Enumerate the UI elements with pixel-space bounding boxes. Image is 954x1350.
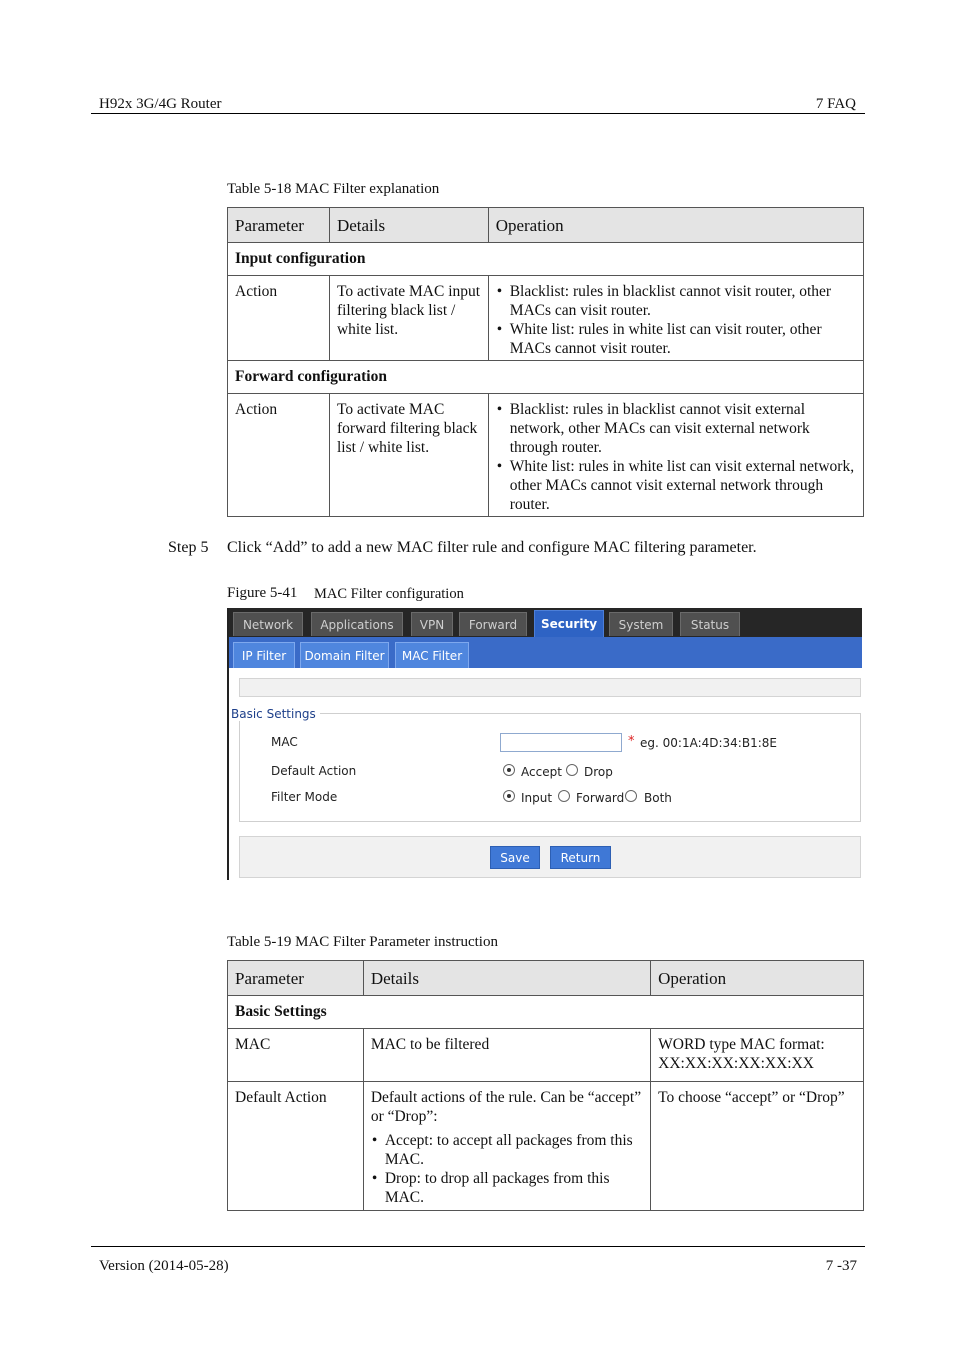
tab-network[interactable]: Network — [233, 612, 303, 636]
footer-rule — [91, 1246, 865, 1247]
tab-forward[interactable]: Forward — [459, 612, 527, 636]
step-label: Step 5 — [168, 539, 209, 556]
list-item: • Blacklist: rules in blacklist cannot visit external network, other MACs can visit external network through router. — [496, 400, 856, 457]
table2-section-basic: Basic Settings — [228, 996, 864, 1029]
radio-forward-label: Forward — [576, 791, 625, 805]
basic-settings-title: Basic Settings — [231, 707, 320, 721]
save-button[interactable]: Save — [490, 846, 540, 869]
table1-row2-details: To activate MAC forward filtering black list / white list. — [329, 394, 488, 517]
mac-filter-config-screenshot — [227, 608, 862, 880]
footer-page-number: 7 -37 — [825, 1258, 857, 1274]
mac-input[interactable] — [500, 733, 622, 752]
table1-header-details: Details — [329, 208, 488, 243]
table-mac-filter-parameters — [227, 960, 864, 1211]
tab-security[interactable]: Security — [534, 610, 604, 637]
radio-input[interactable] — [503, 790, 515, 802]
list-item: • Blacklist: rules in blacklist cannot visit router, other MACs can visit router. — [496, 282, 856, 320]
table2-header-operation: Operation — [651, 961, 864, 996]
required-marker: * — [628, 734, 635, 749]
radio-drop-label: Drop — [584, 765, 613, 779]
footer-version: Version (2014-05-28) — [99, 1258, 229, 1274]
tab-status[interactable]: Status — [680, 612, 740, 636]
header-title: H92x 3G/4G Router — [99, 96, 222, 112]
sub-nav — [227, 637, 862, 668]
top-bar — [239, 678, 861, 697]
radio-input-label: Input — [521, 791, 553, 805]
list-item: • Drop: to drop all packages from this MAC. — [371, 1169, 643, 1207]
subtab-mac-filter[interactable]: MAC Filter — [395, 642, 469, 668]
subtab-ip-filter[interactable]: IP Filter — [233, 642, 295, 668]
radio-both-label: Both — [644, 791, 672, 805]
table2-row2-details — [363, 1082, 650, 1211]
table2-row1-operation: WORD type MAC format: XX:XX:XX:XX:XX:XX — [651, 1029, 864, 1082]
mac-label: MAC — [271, 735, 298, 749]
table1-section-forward: Forward configuration — [228, 361, 864, 394]
list-item: • White list: rules in white list can visit router, other MACs cannot visit router. — [496, 320, 856, 358]
list-item: • Accept: to accept all packages from this MAC. — [371, 1131, 643, 1169]
table2-row2-param: Default Action — [228, 1082, 364, 1211]
table2-row1-param: MAC — [228, 1029, 364, 1082]
mac-hint: eg. 00:1A:4D:34:B1:8E — [640, 736, 777, 750]
table2-caption: Table 5-19 MAC Filter Parameter instruction — [227, 934, 498, 950]
figure-caption-text: MAC Filter configuration — [314, 586, 464, 602]
header-rule — [91, 113, 865, 114]
radio-accept[interactable] — [503, 764, 515, 776]
default-action-label: Default Action — [271, 764, 357, 778]
figure-caption-label: Figure 5-41 — [227, 585, 298, 601]
table2-row2-operation: To choose “accept” or “Drop” — [651, 1082, 864, 1211]
radio-both[interactable] — [625, 790, 637, 802]
table1-caption: Table 5-18 MAC Filter explanation — [227, 181, 440, 197]
radio-accept-label: Accept — [521, 765, 562, 779]
radio-drop[interactable] — [566, 764, 578, 776]
filter-mode-label: Filter Mode — [271, 790, 338, 804]
radio-forward[interactable] — [558, 790, 570, 802]
table1-row2-param: Action — [228, 394, 330, 517]
table1-header-parameter: Parameter — [228, 208, 330, 243]
tab-system[interactable]: System — [609, 612, 673, 636]
table2-header-details: Details — [363, 961, 650, 996]
table1-section-input: Input configuration — [228, 243, 864, 276]
table-mac-filter-explanation — [227, 207, 864, 517]
table1-row2-operation — [488, 394, 863, 517]
tab-applications[interactable]: Applications — [311, 612, 403, 636]
screenshot-left-border — [227, 608, 229, 880]
table2-row1-details: MAC to be filtered — [363, 1029, 650, 1082]
list-item: • White list: rules in white list can visit external network, other MACs cannot visit external network through router. — [496, 457, 856, 514]
table2-header-parameter: Parameter — [228, 961, 364, 996]
table1-row1-param: Action — [228, 276, 330, 361]
return-button[interactable]: Return — [550, 846, 611, 869]
table1-row1-details: To activate MAC input filtering black list / white list. — [329, 276, 488, 361]
table1-row1-operation — [488, 276, 863, 361]
step-text: Click “Add” to add a new MAC filter rule and configure MAC filtering parameter. — [227, 539, 757, 556]
table1-header-operation: Operation — [488, 208, 863, 243]
top-nav — [227, 608, 862, 637]
header-chapter: 7 FAQ — [815, 96, 856, 112]
table2-row2-details-intro: Default actions of the rule. Can be “accept” or “Drop”: — [370, 1089, 642, 1125]
tab-vpn[interactable]: VPN — [411, 612, 453, 636]
subtab-domain-filter[interactable]: Domain Filter — [300, 642, 389, 668]
